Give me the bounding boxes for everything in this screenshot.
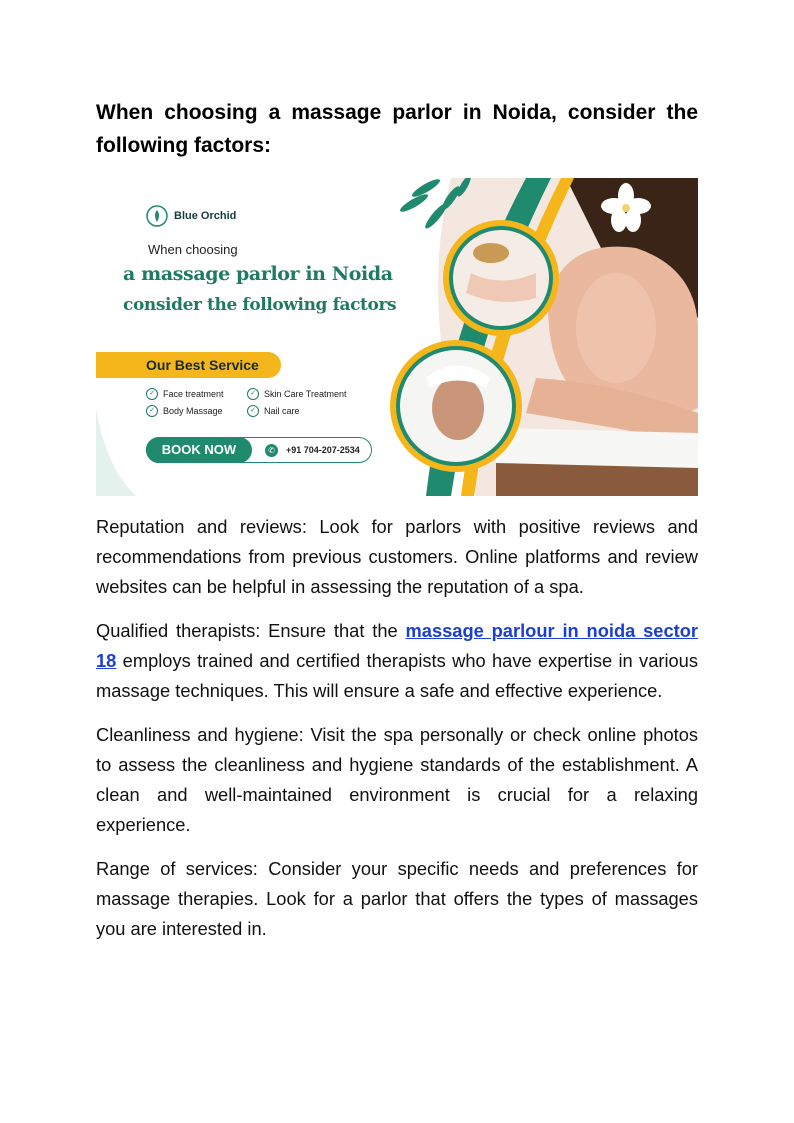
paragraph-therapists: Qualified therapists: Ensure that the massage parlour in noida sector 18 employs trained and certified therapists who have expertise in various massage techniques. This will ensure a safe and effective experience. <box>96 620 698 701</box>
brand-name: Blue Orchid <box>174 210 237 222</box>
massage-parlour-link[interactable]: massage parlour in noida sector 18 <box>96 620 698 671</box>
brand-logo <box>146 205 236 227</box>
booking-bar <box>146 437 372 463</box>
service-item: ✓ Nail care <box>247 405 300 417</box>
banner-headline-1: a massage parlor in Noida <box>123 263 393 285</box>
banner-headline-2: consider the following factors <box>123 295 397 315</box>
check-icon: ✓ <box>247 388 259 400</box>
book-now-button[interactable]: BOOK NOW <box>146 437 252 463</box>
service-item: ✓ Body Massage <box>146 405 223 417</box>
orchid-icon <box>146 205 168 227</box>
service-item: ✓ Face treatment <box>146 388 224 400</box>
service-item: ✓ Skin Care Treatment <box>247 388 347 400</box>
document-page <box>96 96 698 944</box>
banner-intro: When choosing <box>148 242 238 257</box>
service-title: Our Best Service <box>96 352 281 378</box>
phone-number: ✆ +91 704-207-2534 <box>265 438 360 462</box>
paragraph-cleanliness: Cleanliness and hygiene: Visit the spa personally or check online photos to assess the cleanliness and hygiene standards of the establishment. A clean and well-maintained environment is crucial for a relaxing experience. <box>96 724 698 835</box>
promo-banner <box>96 178 698 496</box>
check-icon: ✓ <box>247 405 259 417</box>
paragraph-services: Range of services: Consider your specific needs and preferences for massage therapies. Look for a parlor that offers the types of massages you are interested in. <box>96 858 698 939</box>
paragraph-reputation: Reputation and reviews: Look for parlors with positive reviews and recommendations from previous customers. Online platforms and review websites can be helpful in assessing the reputation of a spa. <box>96 516 698 597</box>
phone-icon: ✆ <box>265 444 278 457</box>
check-icon: ✓ <box>146 388 158 400</box>
page-title: When choosing a massage parlor in Noida, consider the following factors: <box>96 101 698 157</box>
check-icon: ✓ <box>146 405 158 417</box>
